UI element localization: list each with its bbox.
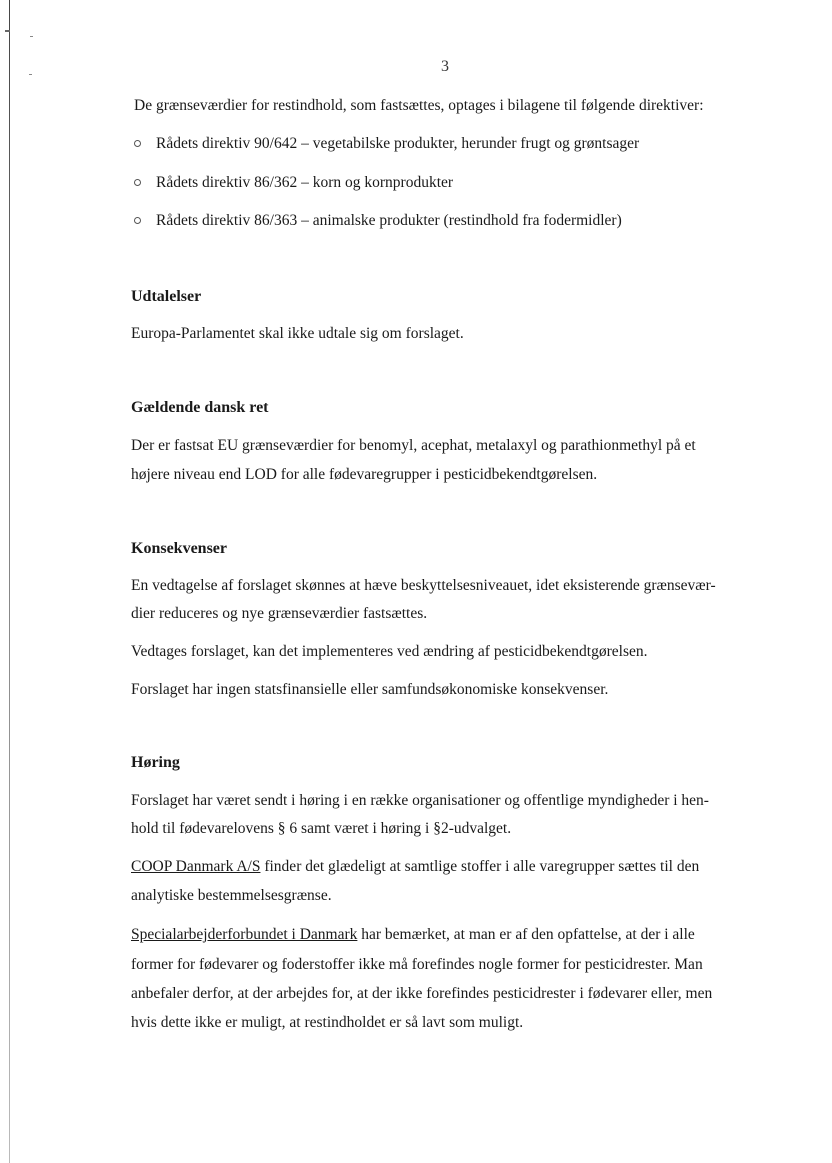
bullet-circle-icon	[134, 179, 141, 186]
scan-edge-tick	[5, 30, 10, 32]
page-number: 3	[441, 58, 449, 75]
bullet-circle-icon	[134, 140, 141, 147]
scan-mark	[29, 74, 32, 75]
konsekvenser-paragraph: Forslaget har ingen statsfinansielle eller samfundsøkonomiske konsekvenser.	[131, 681, 609, 698]
bullet-item	[134, 173, 453, 193]
bullet-circle-icon	[134, 217, 141, 224]
konsekvenser-line: dier reduceres og nye grænseværdier fastsættes.	[131, 605, 428, 622]
section-heading-horing: Høring	[131, 754, 180, 771]
scan-mark	[30, 36, 33, 37]
gaeldende-line: Der er fastsat EU grænseværdier for benomyl, acephat, metalaxyl og parathionmethyl på et	[131, 437, 696, 454]
horing-line: Forslaget har været sendt i høring i en række organisationer og offentlige myndigheder i hen-	[131, 792, 709, 809]
bullet-text: Rådets direktiv 90/642 – vegetabilske produkter, herunder frugt og grøntsager	[156, 135, 640, 152]
scan-edge-line	[9, 0, 10, 1163]
bullet-item	[134, 134, 639, 154]
sap-line: hvis dette ikke er muligt, at restindholdet er så lavt som muligt.	[131, 1014, 524, 1031]
section-heading-udtalelser: Udtalelser	[131, 288, 202, 305]
gaeldende-line: højere niveau end LOD for alle fødevaregrupper i pesticidbekendtgørelsen.	[131, 466, 598, 483]
section-heading-konsekvenser: Konsekvenser	[131, 540, 227, 557]
coop-org-name: COOP Danmark A/S	[131, 858, 261, 875]
horing-line: hold til fødevarelovens § 6 samt været i høring i §2-udvalget.	[131, 820, 512, 837]
coop-line: analytiske bestemmelsesgrænse.	[131, 887, 332, 904]
sap-line: anbefaler derfor, at der arbejdes for, at der ikke forefindes pesticidrester i fødevarer eller, men	[131, 985, 713, 1002]
sap-org-name: Specialarbejderforbundet i Danmark	[131, 926, 358, 943]
bullet-text: Rådets direktiv 86/362 – korn og kornprodukter	[156, 174, 454, 191]
sap-line: former for fødevarer og foderstoffer ikke må forefindes nogle former for pesticidrester. Man	[131, 956, 703, 973]
coop-line	[131, 857, 699, 877]
section-heading-gaeldende: Gældende dansk ret	[131, 399, 269, 416]
bullet-item	[134, 211, 622, 231]
udtalelser-paragraph: Europa-Parlamentet skal ikke udtale sig om forslaget.	[131, 325, 464, 342]
sap-line	[131, 925, 695, 945]
coop-line-rest: finder det glædeligt at samtlige stoffer i alle varegrupper sættes til den	[260, 858, 700, 875]
bullet-text: Rådets direktiv 86/363 – animalske produkter (restindhold fra fodermidler)	[156, 212, 622, 229]
konsekvenser-paragraph: Vedtages forslaget, kan det implementeres ved ændring af pesticidbekendtgørelsen.	[131, 643, 648, 660]
intro-paragraph: De grænseværdier for restindhold, som fastsættes, optages i bilagene til følgende direktiver:	[134, 97, 704, 114]
konsekvenser-line: En vedtagelse af forslaget skønnes at hæve beskyttelsesniveauet, idet eksisterende grænsevær-	[131, 577, 716, 594]
sap-line-rest: har bemærket, at man er af den opfattelse, at der i alle	[357, 926, 695, 943]
